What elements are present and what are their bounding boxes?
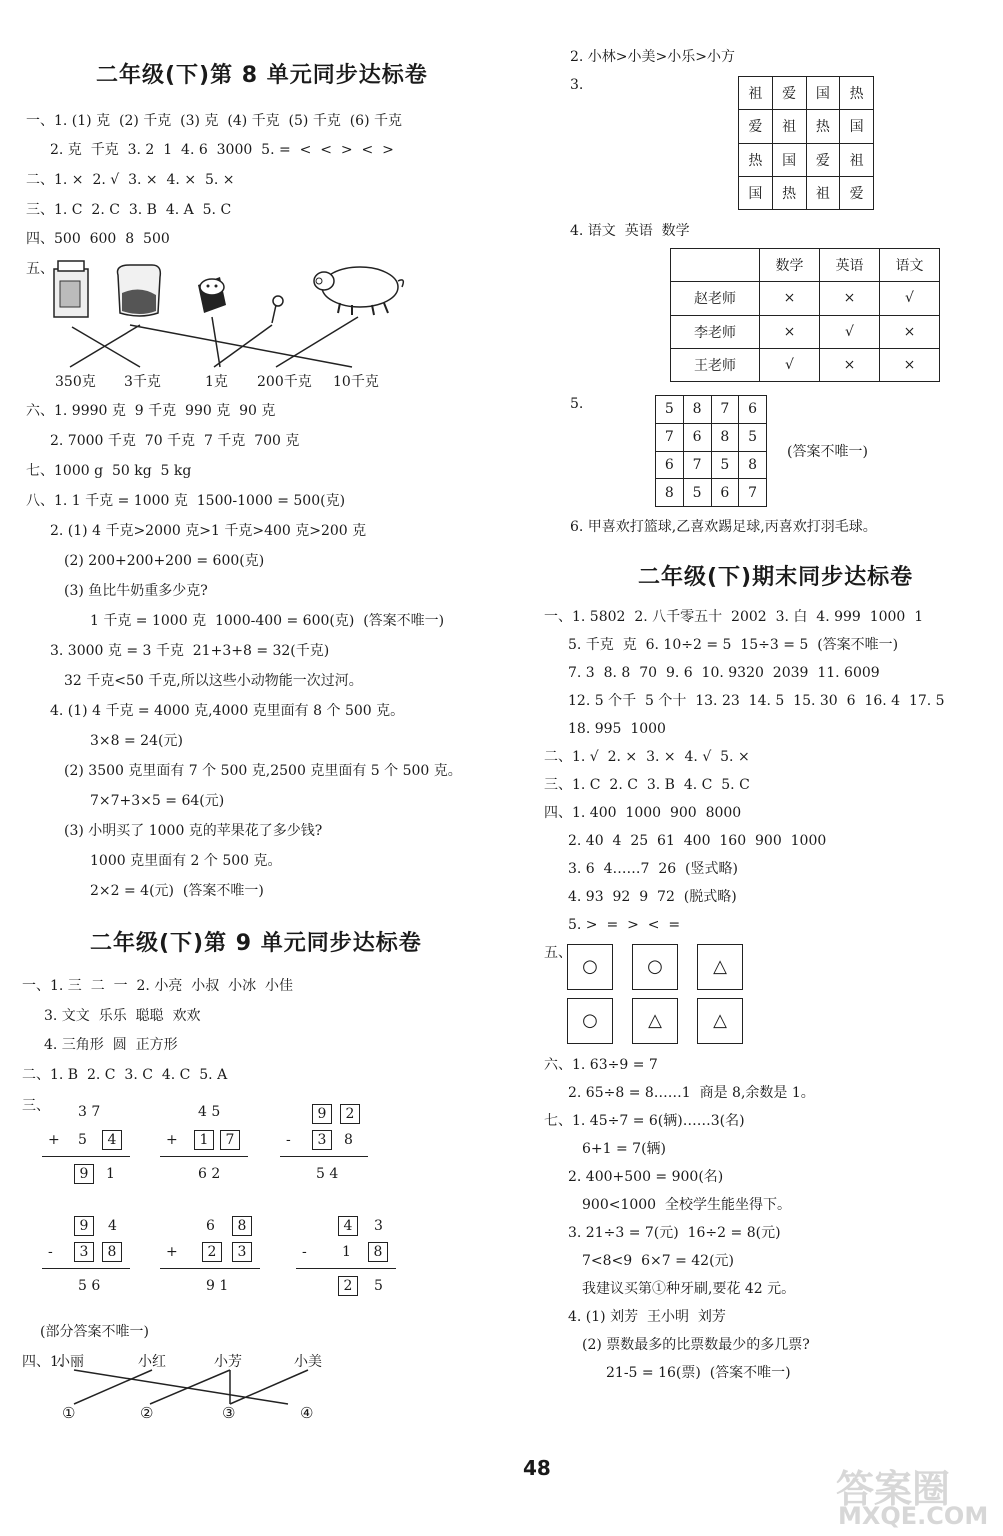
final-line: 18. 995 1000 <box>568 721 666 737</box>
shape-box: △ <box>697 944 743 990</box>
milk-carton-icon <box>54 261 88 317</box>
number-grid <box>655 395 767 507</box>
table-cell: × <box>879 315 939 348</box>
u8-line: 3. 3000 克 = 3 千克 21+3+8 = 32(千克) <box>50 643 330 659</box>
calc-digit: 4 <box>108 1218 117 1234</box>
calc-top: 4 5 <box>198 1104 221 1120</box>
table-cell: 李老师 <box>671 315 760 348</box>
final-line: 四、1. 400 1000 900 8000 <box>544 805 742 821</box>
unit8-title: 二年级(下)第 8 单元同步达标卷 <box>96 63 428 88</box>
grid-cell: 7 <box>711 396 739 424</box>
u8-line: 3×8 = 24(元) <box>90 733 183 749</box>
u8-line: (3) 鱼比牛奶重多少克? <box>64 583 208 599</box>
match-label: 200千克 <box>257 374 312 390</box>
grid-cell: 6 <box>656 451 684 479</box>
u9-line: 二、1. B 2. C 3. C 4. C 5. A <box>22 1067 228 1083</box>
watermark-url: MXQE.COM <box>838 1502 989 1530</box>
calc-digit: 3 <box>374 1218 383 1234</box>
calc-result: 5 6 <box>78 1278 101 1294</box>
answer-box: 9 <box>74 1164 94 1184</box>
table-cell: × <box>879 348 939 381</box>
grid-cell: 5 <box>656 396 684 424</box>
grid-cell: 6 <box>711 479 739 507</box>
name-label: 小美 <box>294 1354 322 1370</box>
grid-cell: 爱 <box>772 77 806 110</box>
answer-box: 8 <box>232 1216 252 1236</box>
shape-box: △ <box>632 998 678 1044</box>
grid-cell: 8 <box>739 451 767 479</box>
grid-cell: 祖 <box>739 77 773 110</box>
table-cell: 王老师 <box>671 348 760 381</box>
name-label: 小芳 <box>214 1354 242 1370</box>
grid-cell: 祖 <box>772 110 806 143</box>
grid-cell: 5 <box>739 423 767 451</box>
answer-box: 2 <box>338 1276 358 1296</box>
answer-box: 4 <box>102 1130 122 1150</box>
name-label: 小红 <box>138 1354 166 1370</box>
grid-cell: 热 <box>739 143 773 176</box>
tissue-icon <box>198 277 226 313</box>
calc-rule <box>296 1268 396 1269</box>
answer-box: 9 <box>312 1104 332 1124</box>
table-cell: × <box>759 282 819 315</box>
answer-box: 3 <box>312 1130 332 1150</box>
table-cell: 赵老师 <box>671 282 760 315</box>
u8-line: 四、500 600 8 500 <box>26 231 170 247</box>
u8-line: 一、1. (1) 克 (2) 千克 (3) 克 (4) 千克 (5) 千克 (6) 千克 <box>26 113 402 129</box>
u8-line: 2. 7000 千克 70 千克 7 千克 700 克 <box>50 433 300 449</box>
final-title: 二年级(下)期末同步达标卷 <box>638 565 914 590</box>
u8-line: (3) 小明买了 1000 克的苹果花了多少钱? <box>64 823 323 839</box>
shape-box: ○ <box>567 998 613 1044</box>
r-q5-note: (答案不唯一) <box>787 444 868 460</box>
final-line: 5. 千克 克 6. 10÷2 = 5 15÷3 = 5 (答案不唯一) <box>568 637 899 653</box>
table-header <box>671 249 760 282</box>
answer-box: 1 <box>194 1130 214 1150</box>
calc-rule <box>160 1156 248 1157</box>
u9-line: 一、1. 三 二 一 2. 小亮 小叔 小冰 小佳 <box>22 978 294 994</box>
calc-op: - <box>48 1244 53 1260</box>
u9-q4-label: 四、1. <box>22 1354 64 1370</box>
calc-op: - <box>286 1132 291 1148</box>
grid-cell: 爱 <box>739 110 773 143</box>
answer-box: 3 <box>74 1242 94 1262</box>
pig-icon <box>314 267 403 315</box>
answer-box: 9 <box>74 1216 94 1236</box>
r-q4: 4. 语文 英语 数学 <box>570 223 690 239</box>
final-line: 一、1. 5802 2. 八千零五十 2002 3. 白 4. 999 1000 1 <box>544 609 924 625</box>
circle-label: ① <box>62 1404 76 1422</box>
u8-line: 八、1. 1 千克 = 1000 克 1500-1000 = 500(克) <box>26 493 346 509</box>
calc-op: + <box>166 1132 178 1148</box>
flower-icon <box>272 296 283 323</box>
u9-line: 3. 文文 乐乐 聪聪 欢欢 <box>44 1008 201 1024</box>
u8-line: 1000 克里面有 2 个 500 克。 <box>90 853 282 869</box>
table-cell: √ <box>759 348 819 381</box>
r-q5: 5. <box>570 396 584 412</box>
final-line: 2. 400+500 = 900(名) <box>568 1169 724 1185</box>
u8-line: 六、1. 9990 克 9 千克 990 克 90 克 <box>26 403 276 419</box>
table-header: 英语 <box>819 249 879 282</box>
match-label: 3千克 <box>124 374 161 390</box>
table-header: 语文 <box>879 249 939 282</box>
calc-op: + <box>48 1132 60 1148</box>
match-label: 1克 <box>205 374 228 390</box>
grid-cell: 7 <box>656 423 684 451</box>
u8-line: 三、1. C 2. C 3. B 4. A 5. C <box>26 202 232 218</box>
final-line: 12. 5 个千 5 个十 13. 23 14. 5 15. 30 6 16. 4 17. 5 <box>568 693 945 709</box>
calc-digit: 1 <box>342 1244 351 1260</box>
u9-note: (部分答案不唯一) <box>40 1324 149 1340</box>
calc-rule <box>42 1268 130 1269</box>
u8-line: (2) 200+200+200 = 600(克) <box>64 553 265 569</box>
grid-cell: 6 <box>739 396 767 424</box>
final-line: 五、 <box>544 945 572 961</box>
answer-box: 2 <box>202 1242 222 1262</box>
final-line: 二、1. √ 2. × 3. × 4. √ 5. × <box>544 749 750 765</box>
final-line: 21-5 = 16(票) (答案不唯一) <box>606 1365 791 1381</box>
answer-box: 3 <box>232 1242 252 1262</box>
final-line: 7<8<9 6×7 = 42(元) <box>582 1253 734 1269</box>
final-line: 3. 21÷3 = 7(元) 16÷2 = 8(元) <box>568 1225 781 1241</box>
grid-cell: 8 <box>656 479 684 507</box>
answer-box: 8 <box>368 1242 388 1262</box>
final-line: 2. 65÷8 = 8……1 商是 8,余数是 1。 <box>568 1085 815 1101</box>
grid-cell: 国 <box>772 143 806 176</box>
u8-line: (2) 3500 克里面有 7 个 500 克,2500 克里面有 5 个 500 克。 <box>64 763 462 779</box>
grid-cell: 5 <box>711 451 739 479</box>
rice-bag-icon <box>118 265 161 316</box>
teacher-table <box>670 248 940 382</box>
table-cell: √ <box>879 282 939 315</box>
final-line: 4. (1) 刘芳 王小明 刘芳 <box>568 1309 726 1325</box>
r-q6: 6. 甲喜欢打篮球,乙喜欢踢足球,丙喜欢打羽毛球。 <box>570 519 877 535</box>
final-line: 六、1. 63÷9 = 7 <box>544 1057 658 1073</box>
circle-label: ④ <box>300 1404 314 1422</box>
match-label: 10千克 <box>333 374 379 390</box>
u9-line: 三、 <box>22 1098 50 1114</box>
final-line: 我建议买第①种牙刷,要花 42 元。 <box>582 1281 796 1297</box>
final-line: 2. 40 4 25 61 400 160 900 1000 <box>568 833 827 849</box>
u9-line: 4. 三角形 圆 正方形 <box>44 1037 178 1053</box>
final-line: 5. > = > < = <box>568 917 681 933</box>
calc-rule <box>160 1268 260 1269</box>
unit9-title: 二年级(下)第 9 单元同步达标卷 <box>90 931 422 956</box>
name-matching-lines <box>40 1368 340 1408</box>
grid-cell: 热 <box>806 110 840 143</box>
match-label: 350克 <box>55 374 96 390</box>
shape-box: △ <box>697 998 743 1044</box>
u8-line: 4. (1) 4 千克 = 4000 克,4000 克里面有 8 个 500 克。 <box>50 703 405 719</box>
calc-result: 9 1 <box>206 1278 229 1294</box>
grid-cell: 热 <box>772 176 806 209</box>
calc-digit: 6 <box>206 1218 215 1234</box>
r-q3: 3. <box>570 77 584 93</box>
table-cell: × <box>759 315 819 348</box>
circle-label: ③ <box>222 1404 236 1422</box>
answer-box: 7 <box>220 1130 240 1150</box>
grid-cell: 5 <box>683 479 711 507</box>
final-line: 6+1 = 7(辆) <box>582 1141 667 1157</box>
grid-cell: 8 <box>711 423 739 451</box>
grid-cell: 国 <box>840 110 874 143</box>
u8-line: 2. (1) 4 千克>2000 克>1 千克>400 克>200 克 <box>50 523 367 539</box>
answer-box: 4 <box>338 1216 358 1236</box>
circle-label: ② <box>140 1404 154 1422</box>
answer-box: 8 <box>102 1242 122 1262</box>
grid-cell: 爱 <box>806 143 840 176</box>
grid-cell: 国 <box>806 77 840 110</box>
grid-patriot <box>738 76 874 210</box>
final-line: 3. 6 4……7 26 (竖式略) <box>568 861 738 877</box>
u8-line: 32 千克<50 千克,所以这些小动物能一次过河。 <box>64 673 363 689</box>
grid-cell: 7 <box>739 479 767 507</box>
grid-cell: 国 <box>739 176 773 209</box>
table-cell: × <box>819 282 879 315</box>
final-line: 7. 3 8. 8 70 9. 6 10. 9320 2039 11. 6009 <box>568 665 880 681</box>
calc-top: 3 7 <box>78 1104 101 1120</box>
grid-cell: 8 <box>683 396 711 424</box>
u8-line: 二、1. × 2. √ 3. × 4. × 5. × <box>26 172 235 188</box>
u8-line: 五、 <box>26 261 54 277</box>
u8-line: 1 千克 = 1000 克 1000-400 = 600(克) (答案不唯一) <box>90 613 445 629</box>
grid-cell: 祖 <box>806 176 840 209</box>
r-q2: 2. 小林>小美>小乐>小方 <box>570 49 735 65</box>
table-cell: × <box>819 348 879 381</box>
answer-box: 2 <box>340 1104 360 1124</box>
calc-result: 6 2 <box>198 1166 221 1182</box>
u8-line: 七、1000 g 50 kg 5 kg <box>26 463 192 479</box>
shape-box: ○ <box>632 944 678 990</box>
calc-digit: 5 <box>374 1278 383 1294</box>
grid-cell: 6 <box>683 423 711 451</box>
calc-digit: 5 <box>78 1132 87 1148</box>
grid-cell: 7 <box>683 451 711 479</box>
u8-line: 2. 克 千克 3. 2 1 4. 6 3000 5. = < < > < > <box>50 142 394 158</box>
grid-cell: 爱 <box>840 176 874 209</box>
shape-box: ○ <box>567 944 613 990</box>
watermark-logo: 答案圈 <box>836 1467 951 1511</box>
final-line: 900<1000 全校学生能坐得下。 <box>582 1197 791 1213</box>
name-label: 小丽 <box>56 1354 84 1370</box>
u8-line: 7×7+3×5 = 64(元) <box>90 793 225 809</box>
calc-digit: 1 <box>106 1166 115 1182</box>
table-cell: √ <box>819 315 879 348</box>
u8-line: 2×2 = 4(元) (答案不唯一) <box>90 883 264 899</box>
calc-op: + <box>166 1244 178 1260</box>
page-number: 48 <box>523 1456 551 1480</box>
calc-rule <box>280 1156 368 1157</box>
final-line: 4. 93 92 9 72 (脱式略) <box>568 889 737 905</box>
final-line: 七、1. 45÷7 = 6(辆)……3(名) <box>544 1113 745 1129</box>
final-line: (2) 票数最多的比票数最少的多几票? <box>582 1337 810 1353</box>
calc-op: - <box>302 1244 307 1260</box>
calc-rule <box>42 1156 130 1157</box>
grid-cell: 热 <box>840 77 874 110</box>
calc-result: 5 4 <box>316 1166 339 1182</box>
final-line: 三、1. C 2. C 3. B 4. C 5. C <box>544 777 750 793</box>
matching-illustration <box>40 255 420 375</box>
calc-digit: 8 <box>344 1132 353 1148</box>
table-header: 数学 <box>759 249 819 282</box>
grid-cell: 祖 <box>840 143 874 176</box>
